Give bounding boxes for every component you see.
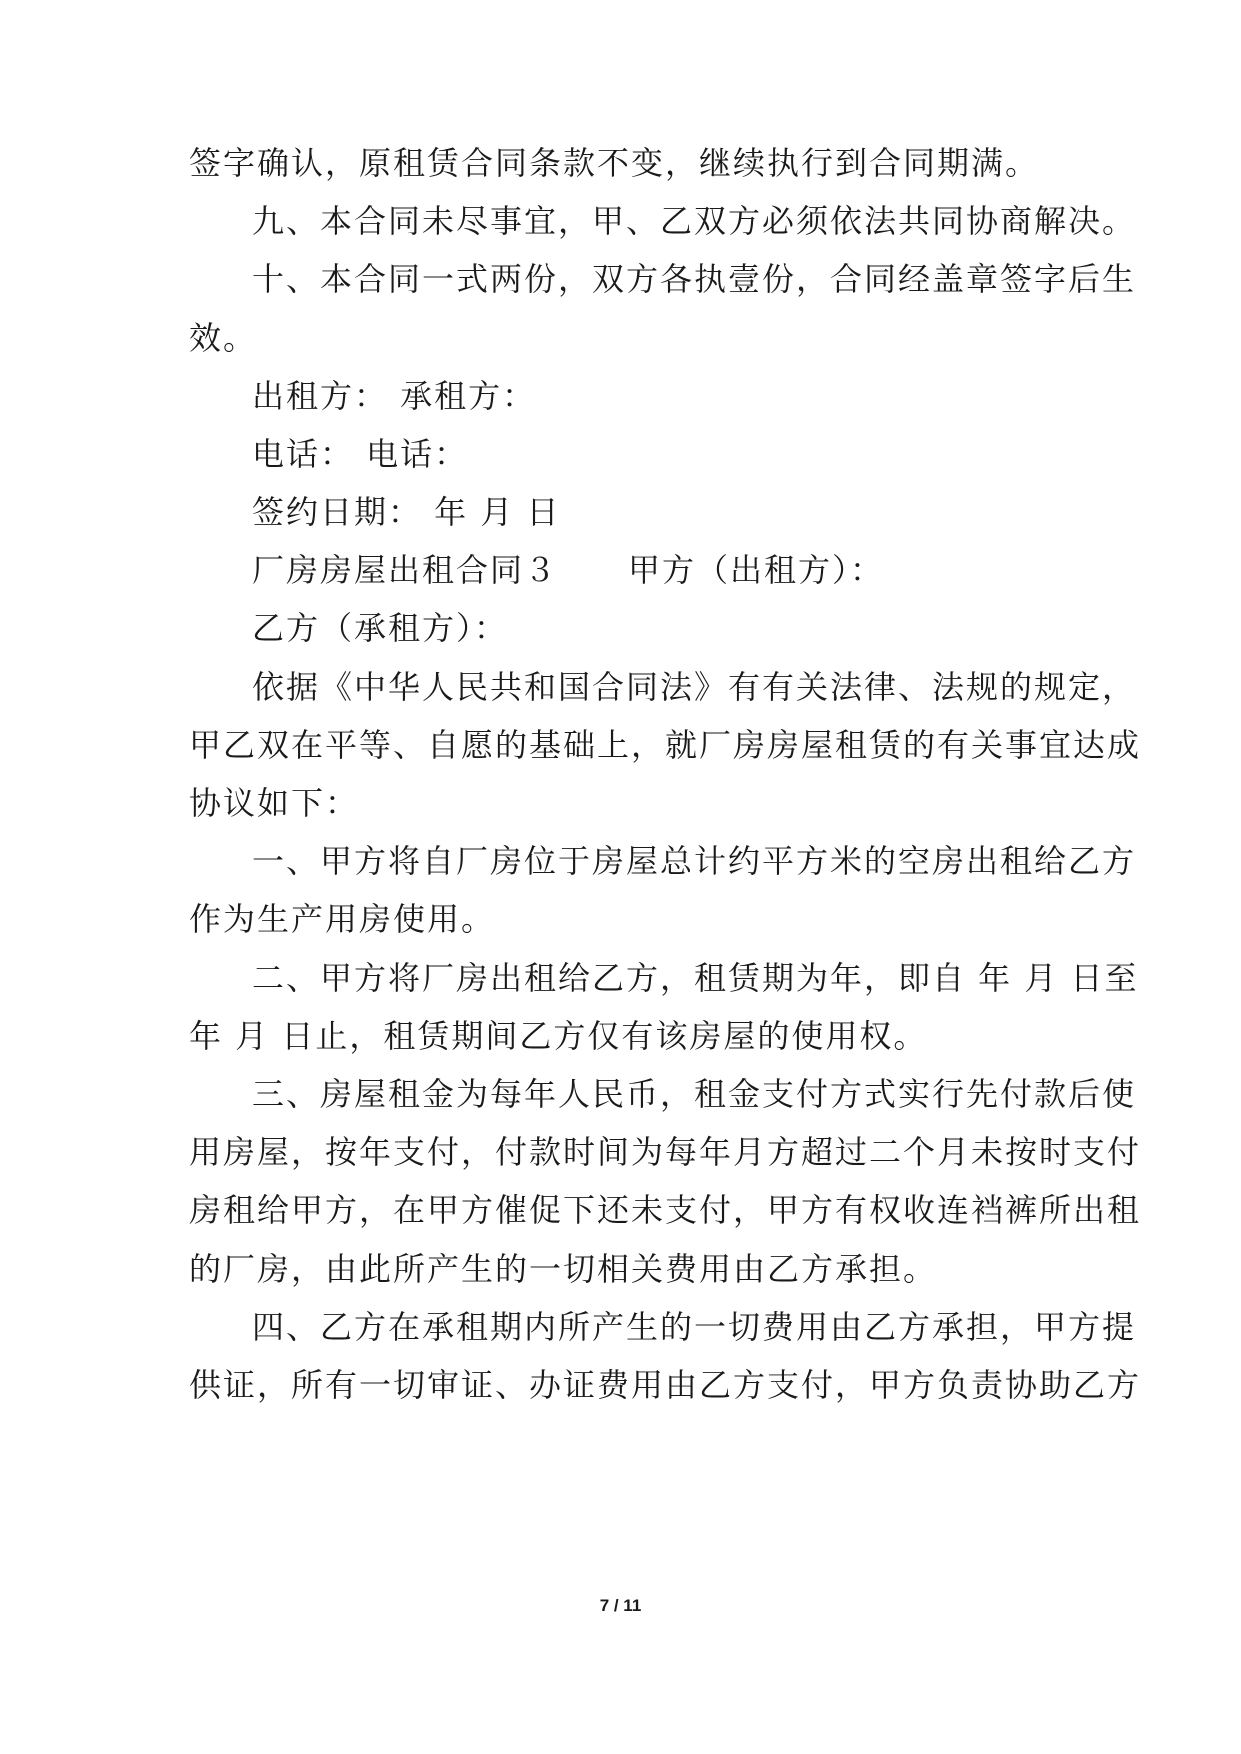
paragraph-line: 三、房屋租金为每年人民币，租金支付方式实行先付款后使: [252, 1075, 1137, 1113]
paragraph-line: 作为生产用房使用。: [189, 900, 496, 938]
party-a-label: 甲方（出租方）：: [628, 551, 885, 589]
paragraph-line: 年 月 日止，租赁期间乙方仅有该房屋的使用权。: [189, 1017, 928, 1055]
paragraph-line: 依据《中华人民共和国合同法》有有关法律、法规的规定，: [252, 668, 1137, 706]
paragraph-line: 供证，所有一切审证、办证费用由乙方支付，甲方负责协助乙方: [189, 1366, 1142, 1404]
contract-title: 厂房房屋出租合同３: [252, 551, 559, 589]
paragraph-line: 一、甲方将自厂房位于房屋总计约平方米的空房出租给乙方: [252, 842, 1137, 880]
paragraph-line: 的厂房，由此所产生的一切相关费用由乙方承担。: [189, 1250, 938, 1288]
paragraph-line: 协议如下：: [189, 784, 360, 822]
paragraph-line: 二、甲方将厂房出租给乙方，租赁期为年，即自 年 月 日至: [252, 959, 1139, 997]
contract-title-line: [252, 550, 1132, 590]
phone-line: 电话： 电话：: [252, 435, 469, 473]
paragraph-line: 九、本合同未尽事宜，甲、乙双方必须依法共同协商解决。: [252, 202, 1137, 240]
sign-date-line: 签约日期： 年 月 日: [252, 493, 561, 531]
paragraph-line: 四、乙方在承租期内所产生的一切费用由乙方承担，甲方提: [252, 1308, 1137, 1346]
paragraph-line: 签字确认，原租赁合同条款不变，继续执行到合同期满。: [189, 144, 1040, 182]
paragraph-line: 用房屋，按年支付，付款时间为每年月方超过二个月未按时支付: [189, 1133, 1142, 1171]
paragraph-line: 十、本合同一式两份，双方各执壹份，合同经盖章签字后生: [252, 260, 1137, 298]
signature-parties-line: 出租方： 承租方：: [252, 377, 537, 415]
paragraph-line: 房租给甲方，在甲方催促下还未支付，甲方有权收连裆裤所出租: [189, 1191, 1142, 1229]
paragraph-line: 效。: [189, 319, 258, 357]
page-number: 7 / 11: [599, 1596, 642, 1615]
party-b-label: 乙方（承租方）：: [252, 609, 509, 647]
paragraph-line: 甲乙双在平等、自愿的基础上，就厂房房屋租赁的有关事宜达成: [189, 726, 1142, 764]
